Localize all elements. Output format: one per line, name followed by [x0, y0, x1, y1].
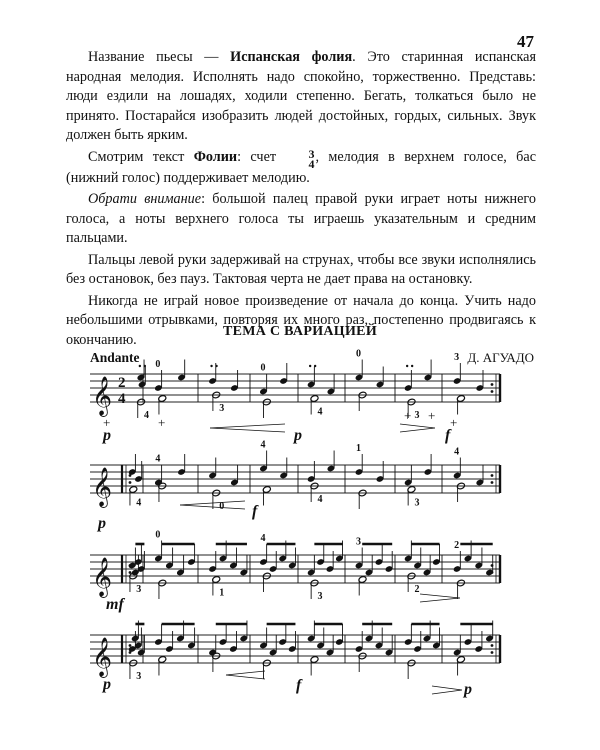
- diminuendo-hairpin: [400, 424, 435, 428]
- repeat-dot: [491, 390, 494, 393]
- p3-rest: : большой палец правой руки играет ноты нижнего голоса, а ноты верхнего голоса ты играешь указательным и средним пальцами.: [66, 191, 536, 246]
- repeat-dot: [491, 644, 494, 647]
- fingering-number: 0: [155, 529, 161, 541]
- time-signature-top: 2: [118, 375, 126, 391]
- fingering-number: 0: [260, 362, 266, 374]
- diminuendo-hairpin: [400, 428, 435, 432]
- crescendo-hairpin: [226, 675, 265, 679]
- dynamic-marking: f: [296, 677, 302, 694]
- piece-short-name: Фолии: [193, 148, 238, 165]
- diminuendo-hairpin: [432, 690, 462, 694]
- crescendo-hairpin: [226, 671, 265, 675]
- composer-name: Д. АГУАДО: [467, 350, 534, 365]
- dynamic-marking: p: [294, 427, 302, 444]
- section-title: ТЕМА С ВАРИАЦИЕЙ: [222, 324, 378, 339]
- fingering-number: 3: [219, 403, 225, 414]
- fingering-number: 2: [454, 540, 460, 551]
- staccato-dot: [139, 365, 141, 367]
- repeat-dot: [491, 383, 494, 386]
- piece-name: Испанская фолия: [230, 49, 353, 65]
- time-signature-bottom: 4: [118, 391, 126, 407]
- diminuendo-hairpin: [432, 686, 462, 690]
- crescendo-hairpin: [210, 428, 285, 432]
- fingering-number: 4: [260, 533, 266, 544]
- fraction-denominator: 4: [308, 156, 315, 171]
- paragraph-5: Никогда не играй новое произведение от начала до конца. Учить надо небольшими отрывками, повторяя их много раз, постепенно продвигаясь к окончанию.: [66, 292, 536, 348]
- staccato-dot: [210, 365, 212, 367]
- staccato-dot: [411, 365, 413, 367]
- thumb-plus-sign: +: [404, 408, 412, 423]
- fingering-number: 0: [356, 348, 361, 360]
- fraction-numerator: 3: [308, 146, 315, 161]
- repeat-dot: [491, 651, 494, 654]
- tempo-marking: Andante: [90, 350, 140, 365]
- fingering-number: 0: [219, 501, 225, 512]
- staccato-dot: [314, 365, 316, 367]
- fingering-number: 4: [155, 453, 161, 465]
- thumb-plus-sign: +: [103, 415, 111, 430]
- thumb-plus-sign: +: [450, 415, 458, 430]
- p1-lead: Название пьесы —: [88, 49, 231, 65]
- fingering-number: 4: [317, 406, 323, 418]
- fingering-number: 1: [356, 443, 361, 454]
- dynamic-marking: f: [252, 503, 258, 520]
- fingering-number: 3: [356, 536, 361, 548]
- page-number: 47: [517, 32, 534, 51]
- thumb-plus-sign: +: [428, 408, 436, 423]
- thumb-plus-sign: +: [158, 415, 166, 430]
- p1-rest: . Это старинная испанская народная мелодия. Исполнять надо спокойно, торжественно. Представь: люди ездили на лошадях, ходили степенно. Бегать, толкаться было не принято. Постарайся изобразить людей достойных, гордых, сильных. Звук должен быть ярким.: [66, 49, 536, 143]
- repeat-dot: [129, 644, 132, 647]
- fingering-number: 3: [317, 591, 323, 602]
- fingering-number: 2: [414, 584, 420, 595]
- fingering-number: 0: [155, 359, 161, 370]
- fingering-number: 3: [454, 352, 460, 363]
- fingering-number: 3: [414, 410, 420, 421]
- fingering-number: 4: [454, 446, 460, 458]
- fingering-number: 3: [136, 584, 142, 595]
- diminuendo-hairpin: [420, 594, 460, 598]
- diminuendo-hairpin: [420, 598, 460, 602]
- p2-count: : счет: [237, 148, 286, 165]
- treble-clef-icon: 𝄞: [92, 639, 113, 676]
- dynamic-marking: f: [445, 427, 451, 444]
- fingering-number: 4: [144, 410, 150, 421]
- dynamic-marking: mf: [106, 596, 124, 613]
- treble-clef-icon: 𝄞: [92, 559, 113, 596]
- crescendo-hairpin: [210, 424, 285, 428]
- fingering-number: 3: [414, 497, 420, 509]
- dynamic-marking: p: [103, 427, 111, 444]
- treble-clef-icon: 𝄞: [92, 378, 113, 415]
- attention-label: Обрати внимание: [88, 191, 202, 207]
- paragraph-4: Пальцы левой руки задерживай на струнах, чтобы все звуки исполнялись без остановок, без пауз. Тактовая черта не дает права на остановку.: [66, 251, 536, 287]
- repeat-dot: [491, 481, 494, 484]
- repeat-dot: [491, 474, 494, 477]
- treble-clef-icon: 𝄞: [92, 469, 113, 506]
- staccato-dot: [215, 365, 217, 367]
- dynamic-marking: p: [98, 515, 106, 532]
- fingering-number: 3: [136, 671, 142, 682]
- staccato-dot: [406, 365, 408, 367]
- staccato-dot: [309, 365, 311, 367]
- fingering-number: 4: [260, 439, 266, 451]
- repeat-dot: [129, 481, 132, 484]
- p2-rest: , мелодия в верхнем голосе, бас (нижний голос) поддерживает мелодию.: [66, 148, 536, 186]
- dynamic-marking: p: [464, 681, 472, 698]
- dynamic-marking: p: [103, 676, 111, 693]
- fingering-number: 4: [136, 497, 142, 509]
- fingering-number: 4: [317, 494, 323, 505]
- fingering-number: 1: [219, 587, 225, 599]
- p2-lead: Смотрим текст: [88, 148, 194, 165]
